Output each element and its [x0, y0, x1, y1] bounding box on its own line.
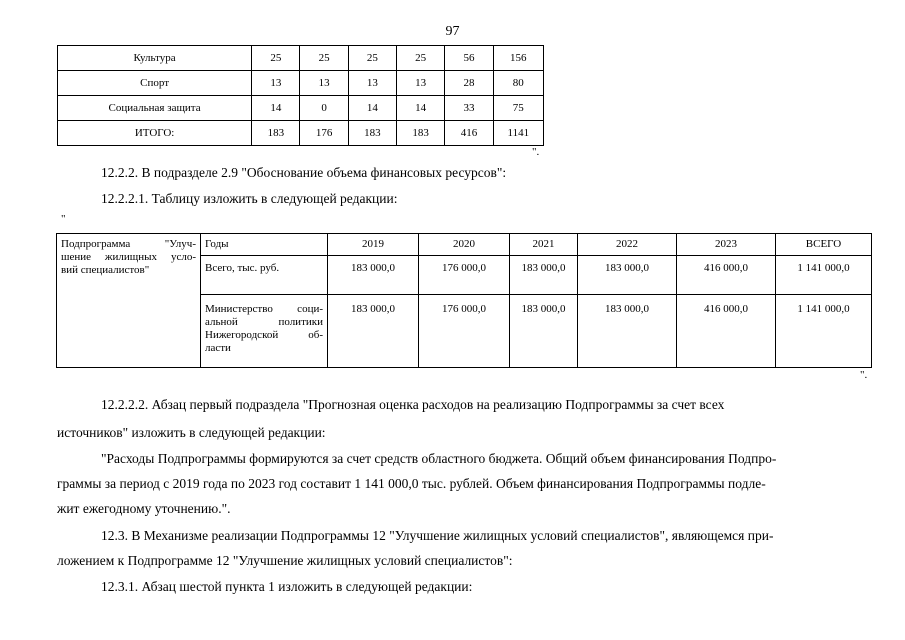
- table-cell: 416: [445, 121, 493, 146]
- table-cell: 25: [252, 46, 300, 71]
- table-cell: 13: [252, 71, 300, 96]
- table-cell: 183 000,0: [328, 295, 419, 368]
- header-cell: 2019: [328, 234, 419, 256]
- row-label-line: Нижегородской об-: [205, 329, 323, 341]
- table-cell: Спорт: [58, 71, 252, 96]
- table-row: [58, 121, 544, 146]
- table-cell: 176: [300, 121, 348, 146]
- table-cell: 13: [300, 71, 348, 96]
- table-cell: 416 000,0: [677, 295, 776, 368]
- financing-table: [56, 233, 872, 368]
- header-cell: 2022: [578, 234, 677, 256]
- table-cell: 183: [348, 121, 396, 146]
- table-row: [58, 71, 544, 96]
- row-label: Всего, тыс. руб.: [201, 256, 328, 295]
- table-cell: 183 000,0: [328, 256, 419, 295]
- table-cell: 14: [397, 96, 445, 121]
- table-cell: 1 141 000,0: [776, 295, 872, 368]
- table-cell: Социальная защита: [58, 96, 252, 121]
- table-cell: 183: [252, 121, 300, 146]
- table-cell: Культура: [58, 46, 252, 71]
- row-label-line: Министерство соци-: [205, 303, 323, 315]
- table-cell: 1 141 000,0: [776, 256, 872, 295]
- closing-quote-mark: ".: [860, 369, 868, 381]
- table-cell: 176 000,0: [419, 295, 510, 368]
- paragraph-12-3-cont: ложением к Подпрограмме 12 "Улучшение жилищных условий специалистов":: [57, 553, 513, 568]
- opening-quote-mark: ": [61, 213, 66, 225]
- program-line: Подпрограмма "Улуч-: [61, 238, 196, 250]
- table-cell: 80: [493, 71, 543, 96]
- table-cell: 25: [300, 46, 348, 71]
- table-cell: 13: [397, 71, 445, 96]
- table-cell: 183 000,0: [510, 256, 578, 295]
- table-cell: 183 000,0: [578, 256, 677, 295]
- paragraph-12-2-2: 12.2.2. В подразделе 2.9 "Обоснование объема финансовых ресурсов":: [101, 165, 507, 180]
- row-label-line: альной политики: [205, 316, 323, 328]
- table-cell: 176 000,0: [419, 256, 510, 295]
- header-cell: ВСЕГО: [776, 234, 872, 256]
- program-cell: [57, 234, 201, 368]
- table-cell: 56: [445, 46, 493, 71]
- program-line: вий специалистов": [61, 264, 150, 276]
- table-cell: 1141: [493, 121, 543, 146]
- row-label: [201, 295, 328, 368]
- program-line: шение жилищных усло-: [61, 251, 196, 263]
- summary-table: [57, 45, 544, 146]
- header-cell: 2021: [510, 234, 578, 256]
- table-header-row: [57, 234, 872, 256]
- page-number: 97: [445, 24, 460, 39]
- table-cell: 13: [348, 71, 396, 96]
- quote-paragraph-line: граммы за период с 2019 года по 2023 год составит 1 141 000,0 тыс. рублей. Объем финансирования Подпрограммы подле-: [57, 476, 766, 491]
- closing-quote-mark: ".: [532, 146, 540, 158]
- quote-paragraph-line: жит ежегодному уточнению.".: [57, 501, 231, 516]
- table-cell: 25: [397, 46, 445, 71]
- table-cell: 183 000,0: [510, 295, 578, 368]
- paragraph-12-2-2-2: 12.2.2.2. Абзац первый подраздела "Прогнозная оценка расходов на реализацию Подпрограммы за счет всех: [101, 397, 725, 412]
- table-cell: 183 000,0: [578, 295, 677, 368]
- table-row: [58, 46, 544, 71]
- table-cell: 75: [493, 96, 543, 121]
- table-cell: 14: [348, 96, 396, 121]
- table-cell: 25: [348, 46, 396, 71]
- table-cell: 14: [252, 96, 300, 121]
- row-label-line: ласти: [205, 342, 231, 354]
- table-cell: 156: [493, 46, 543, 71]
- table-cell: 0: [300, 96, 348, 121]
- table-cell: 28: [445, 71, 493, 96]
- table-cell: 416 000,0: [677, 256, 776, 295]
- paragraph-12-3-1: 12.3.1. Абзац шестой пункта 1 изложить в следующей редакции:: [101, 579, 473, 594]
- header-cell: Годы: [201, 234, 328, 256]
- paragraph-12-2-2-2-cont: источников" изложить в следующей редакции:: [57, 425, 326, 440]
- table-cell: 33: [445, 96, 493, 121]
- quote-paragraph-line: "Расходы Подпрограммы формируются за счет средств областного бюджета. Общий объем финансирования Подпро-: [101, 451, 777, 466]
- paragraph-12-3: 12.3. В Механизме реализации Подпрограммы 12 "Улучшение жилищных условий специалистов", являющемся при-: [101, 528, 774, 543]
- header-cell: 2020: [419, 234, 510, 256]
- paragraph-12-2-2-1: 12.2.2.1. Таблицу изложить в следующей редакции:: [101, 191, 398, 206]
- table-row: [58, 96, 544, 121]
- header-cell: 2023: [677, 234, 776, 256]
- table-cell: 183: [397, 121, 445, 146]
- table-cell: ИТОГО:: [58, 121, 252, 146]
